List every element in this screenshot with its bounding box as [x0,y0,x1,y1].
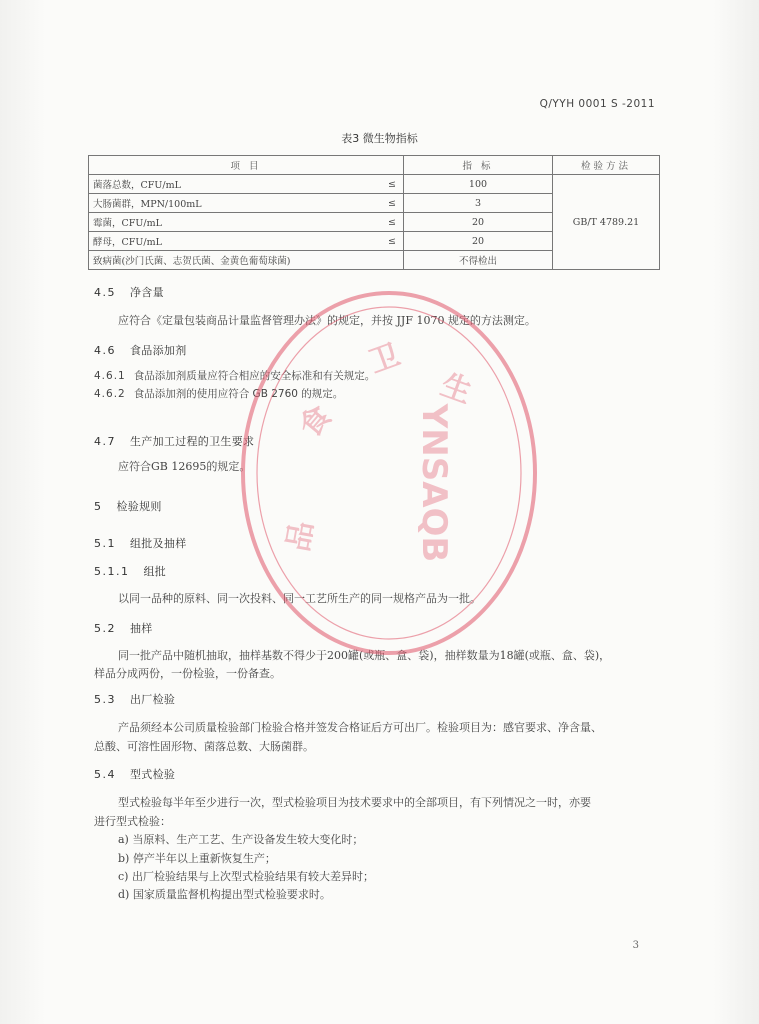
section-title: 检验规则 [116,500,162,513]
section-number: 4.7 [94,435,116,448]
section-4-5-heading [94,284,164,300]
section-4-7-heading [94,433,254,449]
section-5-1-1-heading [94,563,166,579]
list-item: c) 出厂检验结果与上次型式检验结果有较大差异时； [118,870,374,883]
section-number: 5 [94,500,103,513]
section-number: 4.6.2 [94,388,126,400]
section-5-4-heading [94,766,175,782]
seal-text-top-icon: 卫 [364,337,405,381]
list-item: d) 国家质量监督机构提出型式检验要求时。 [118,888,331,901]
section-number: 5.2 [94,622,116,635]
section-5-4-text-line1: 型式检验每半年至少进行一次，型式检验项目为技术要求中的全部项目，有下列情况之一时，亦要 [118,796,591,809]
row-value: 20 [404,213,553,232]
section-5-4-text-line2: 进行型式检验： [94,815,171,828]
section-number: 5.4 [94,768,116,781]
row-operator: ≤ [381,232,404,251]
row-operator: ≤ [381,175,404,194]
section-5-2-heading [94,620,153,636]
section-4-5-text: 应符合《定量包装商品计量监督管理办法》的规定，并按 JJF 1070 规定的方法测定。 [118,314,536,327]
section-title: 组批 [143,565,167,578]
section-number: 5.1.1 [94,565,130,578]
row-value: 20 [404,232,553,251]
row-item: 霉菌，CFU/mL [89,213,382,232]
section-5-3-text-line2: 总酸、可溶性固形物、菌落总数、大肠菌群。 [94,740,314,753]
section-5-2-text-line2: 样品分成两份，一份检验，一份备查。 [94,667,281,680]
row-item: 酵母，CFU/mL [89,232,382,251]
section-title: 型式检验 [130,768,176,781]
table-title: 表3 微生物指标 [341,132,418,145]
section-5-heading [94,498,162,514]
section-title: 生产加工过程的卫生要求 [130,435,255,448]
list-item: a) 当原料、生产工艺、生产设备发生较大变化时； [118,833,364,846]
row-item: 菌落总数，CFU/mL [89,175,382,194]
table-row [89,175,660,194]
microbial-indicators-table [88,155,660,270]
page-number: 3 [632,940,639,951]
section-4-7-text: 应符合GB 12695的规定。 [118,460,251,473]
seal-inner-letters-icon: YNSAQB [414,403,454,563]
header-method: 检验方法 [553,156,660,175]
section-number: 5.3 [94,693,116,706]
seal-text-left-icon: 食 [292,399,339,445]
seal-text-lower-icon: 品 [280,518,321,555]
section-number: 4.6 [94,344,116,357]
section-text: 食品添加剂质量应符合相应的安全标准和有关规定。 [133,370,376,382]
section-5-3-text-line1: 产品须经本公司质量检验部门检验合格并签发合格证后方可出厂。检验项目为：感官要求、净含量、 [118,721,602,734]
section-5-1-1-text: 以同一品种的原料、同一次投料、同一工艺所生产的同一规格产品为一批。 [118,592,481,605]
row-value: 3 [404,194,553,213]
row-item: 大肠菌群，MPN/100mL [89,194,382,213]
document-code: Q/YYH 0001 S -2011 [539,98,655,110]
section-4-6-1 [94,366,375,386]
row-operator: ≤ [381,213,404,232]
list-item: b) 停产半年以上重新恢复生产； [118,852,276,865]
section-number: 4.6.1 [94,370,126,382]
row-operator: ≤ [381,194,404,213]
section-title: 食品添加剂 [130,344,187,357]
section-text: 食品添加剂的使用应符合 GB 2760 的规定。 [133,388,344,400]
section-title: 抽样 [130,622,153,635]
section-number: 4.5 [94,286,116,299]
section-title: 组批及抽样 [130,537,187,550]
row-value: 100 [404,175,553,194]
row-value: 不得检出 [404,251,553,270]
header-value: 指 标 [404,156,553,175]
section-number: 5.1 [94,537,116,550]
section-title: 出厂检验 [130,693,176,706]
method-cell: GB/T 4789.21 [553,175,660,270]
section-title: 净含量 [130,286,164,299]
section-4-6-heading [94,342,187,358]
row-item: 致病菌(沙门氏菌、志贺氏菌、金黄色葡萄球菌) [89,251,382,270]
section-5-2-text-line1: 同一批产品中随机抽取，抽样基数不得少于200罐(或瓶、盒、袋)，抽样数量为18罐(或瓶、盒、袋)， [118,649,611,662]
row-operator [381,251,404,270]
section-5-1-heading [94,535,187,551]
section-5-3-heading [94,691,175,707]
header-item: 项 目 [89,156,404,175]
table-header-row [89,156,660,175]
section-4-6-2 [94,384,343,404]
seal-text-right-icon: 生 [436,367,477,411]
